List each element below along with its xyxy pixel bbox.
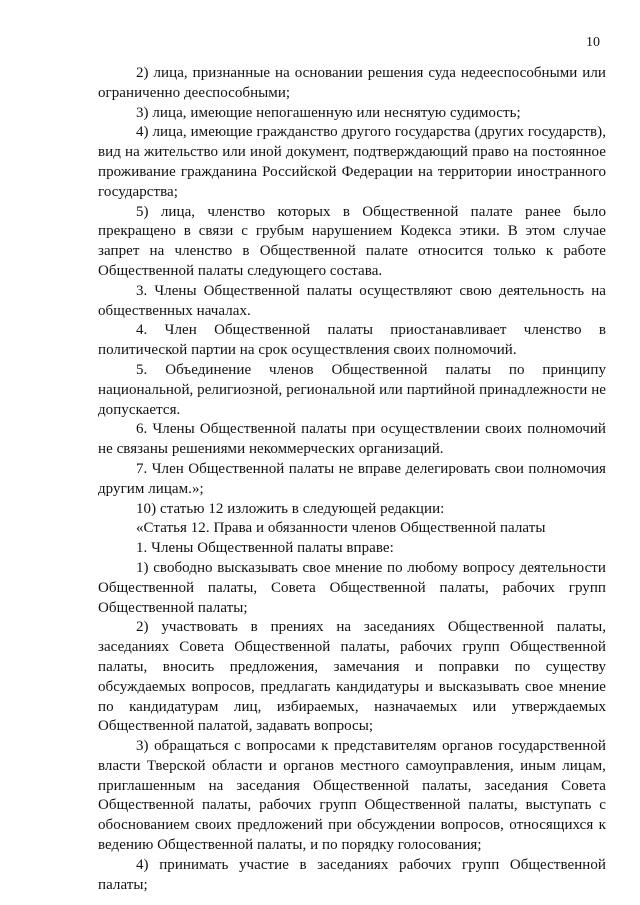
paragraph-clause-3-voluntary-basis: 3. Члены Общественной палаты осуществляют свою деятельность на общественных началах.	[98, 282, 606, 319]
paragraph-right-2-debates: 2) участвовать в прениях на заседаниях Общественной палаты, заседаниях Совета Общественной палаты, рабочих групп Общественной палаты, вносить предложения, замечания и поправки по существу обсуждаемых вопросов, предлагать кандидатуры и высказывать свое мнение по кандидатурам лиц, избираемых, назначаемых или утверждаемых Общественной палатой, задавать вопросы;	[98, 619, 606, 735]
document-body	[98, 64, 606, 895]
paragraph-right-3-questions: 3) обращаться с вопросами к представителям органов государственной власти Тверской области и органов местного самоуправления, иным лицам, приглашенным на заседания Общественной палаты, заседания Совета Общественной палаты, рабочих групп Общественной палаты, выступать с обоснованием своих предложений при обсуждении вопросов, относящихся к ведению Общественной палаты, и по порядку голосования;	[98, 738, 606, 854]
paragraph-right-4-working-groups: 4) принимать участие в заседаниях рабочих групп Общественной палаты;	[98, 856, 606, 893]
paragraph-clause-5-association: 5. Объединение членов Общественной палаты по принципу национальной, религиозной, региональной или партийной принадлежности не допускается.	[98, 361, 606, 418]
paragraph-clause-4-party-membership: 4. Член Общественной палаты приостанавливает членство в политической партии на срок осуществления своих полномочий.	[98, 322, 606, 359]
paragraph-item-4-foreign-citizenship: 4) лица, имеющие гражданство другого государства (других государств), вид на жительство или иной документ, подтверждающий право на постоянное проживание гражданина Российской Федерации на территории иностранного государства;	[98, 124, 606, 200]
paragraph-clause-6-independence: 6. Члены Общественной палаты при осуществлении своих полномочий не связаны решениями некоммерческих организаций.	[98, 421, 606, 458]
paragraph-article-12-clause-1: 1. Члены Общественной палаты вправе:	[136, 540, 394, 557]
paragraph-right-1-express-opinion: 1) свободно высказывать свое мнение по любому вопросу деятельности Общественной палаты, Совета Общественной палаты, рабочих групп Общественной палаты;	[98, 559, 606, 616]
paragraph-item-3-criminal-record: 3) лица, имеющие непогашенную или неснятую судимость;	[136, 104, 521, 121]
paragraph-amendment-10: 10) статью 12 изложить в следующей редакции:	[136, 500, 445, 517]
paragraph-item-5-ethics-violation: 5) лица, членство которых в Общественной палате ранее было прекращено в связи с грубым нарушением Кодекса этики. В этом случае запрет на членство в Общественной палате относится только к работе Общественной палаты следующего состава.	[98, 203, 606, 279]
article-12-heading: «Статья 12. Права и обязанности членов Общественной палаты	[136, 520, 546, 537]
paragraph-item-2-incapacitated: 2) лица, признанные на основании решения суда недееспособными или ограниченно дееспособными;	[98, 65, 606, 101]
page-number: 10	[586, 35, 600, 50]
paragraph-clause-7-delegation: 7. Член Общественной палаты не вправе делегировать свои полномочия другим лицам.»;	[98, 460, 606, 497]
